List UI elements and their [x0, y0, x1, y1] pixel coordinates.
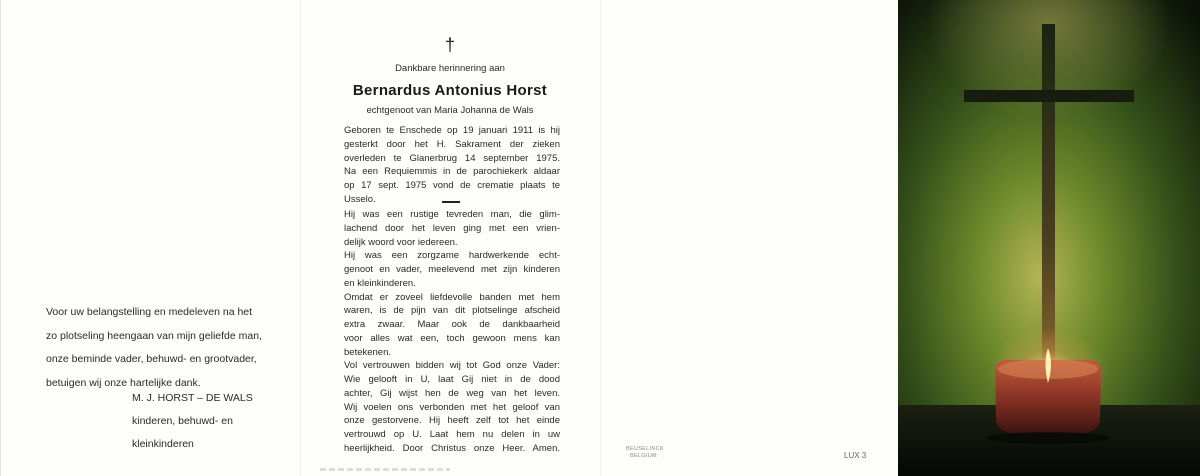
- tribute-line: achter, Gij wijst hen de weg van het leven.: [344, 387, 560, 399]
- bio-line: Geboren te Enschede op 19 januari 1911 is hij: [344, 125, 560, 136]
- tribute-line: genoot en vader, meelevend met zijn kinderen: [344, 264, 560, 275]
- signature-line: kinderen, behuwd- en: [132, 415, 233, 427]
- thanks-text: [46, 301, 286, 395]
- print-mark: [320, 468, 450, 471]
- bio-line: overleden te Glanerbrug 14 september 1975.: [344, 152, 560, 164]
- thanks-line: zo plotseling heengaan van mijn geliefde man,: [46, 329, 262, 342]
- printer-line: BELGIUM: [630, 453, 657, 459]
- card-code: LUX 3: [844, 451, 867, 460]
- printer-imprint: [626, 446, 664, 460]
- signature-line: kleinkinderen: [132, 438, 194, 450]
- deceased-name: Bernardus Antonius Horst: [352, 82, 548, 99]
- tribute-line: lachend door het leven ging met een vrien-: [344, 222, 560, 234]
- bio-line: gesterkt door het H. Sakrament der zieken: [344, 138, 560, 150]
- biography-text: [344, 124, 560, 207]
- bio-line: op 17 sept. 1975 vond de crematie plaats te: [344, 180, 560, 191]
- fold-line: [600, 0, 601, 476]
- tribute-line: onze gestorvene. Hij heeft zelf tot het einde: [344, 415, 560, 427]
- cross-icon: †: [444, 35, 455, 55]
- tribute-line: heerlijkheid. Door Christus onze Heer. Amen.: [344, 442, 560, 454]
- tribute-line: betekenen.: [344, 346, 392, 358]
- tribute-line: waren, is de pijn van dit plotselinge afscheid: [344, 305, 560, 317]
- signature-block: [132, 387, 253, 456]
- inner-right-panel: [600, 0, 899, 476]
- bio-line: Na een Requiemmis in de parochiekerk aldaar: [344, 166, 560, 178]
- tribute-text: [344, 208, 560, 456]
- tribute-line: Wie gelooft in U, laat Gij niet in de dood: [344, 374, 560, 385]
- memorial-heading: Dankbare herinnering aan: [395, 63, 505, 74]
- printer-line: BEUSELINCK: [626, 446, 664, 452]
- tribute-line: Vol vertrouwen bidden wij tot God onze Vader:: [344, 360, 560, 372]
- tribute-line: Hij was een zorgzame hardwerkende echt-: [344, 250, 560, 262]
- cross-candle-photo: [898, 0, 1200, 476]
- bio-line: Usselo.: [344, 193, 376, 205]
- tribute-line: Omdat er zoveel liefdevolle banden met hem: [344, 291, 560, 303]
- tribute-line: Hij was een rustige tevreden man, die glim-: [344, 209, 560, 220]
- thanks-line: betuigen wij onze hartelijke dank.: [46, 376, 201, 389]
- tribute-line: vertrouwd op U. Laat hem nu delen in uw: [344, 429, 560, 440]
- tribute-line: delijk woord voor iedereen.: [344, 236, 458, 248]
- tribute-line: en kleinkinderen.: [344, 277, 416, 289]
- tribute-line: Wij voelen ons verbonden met het geloof van: [344, 401, 560, 413]
- spouse-line: echtgenoot van Maria Johanna de Wals: [366, 105, 534, 116]
- tribute-line: extra zwaar. Maar ook de dankbaarheid: [344, 319, 560, 330]
- candle-shadow: [986, 432, 1110, 444]
- cross-beam: [964, 90, 1134, 102]
- photo-illustration: [898, 0, 1200, 476]
- section-divider: [442, 201, 460, 203]
- thanks-line: onze beminde vader, behuwd- en grootvader,: [46, 353, 257, 365]
- tribute-line: voor alles wat een, toch gewoon mens kan: [344, 332, 560, 344]
- signature-line: M. J. HORST – DE WALS: [132, 392, 253, 404]
- thanks-line: Voor uw belangstelling en medeleven na het: [46, 306, 253, 318]
